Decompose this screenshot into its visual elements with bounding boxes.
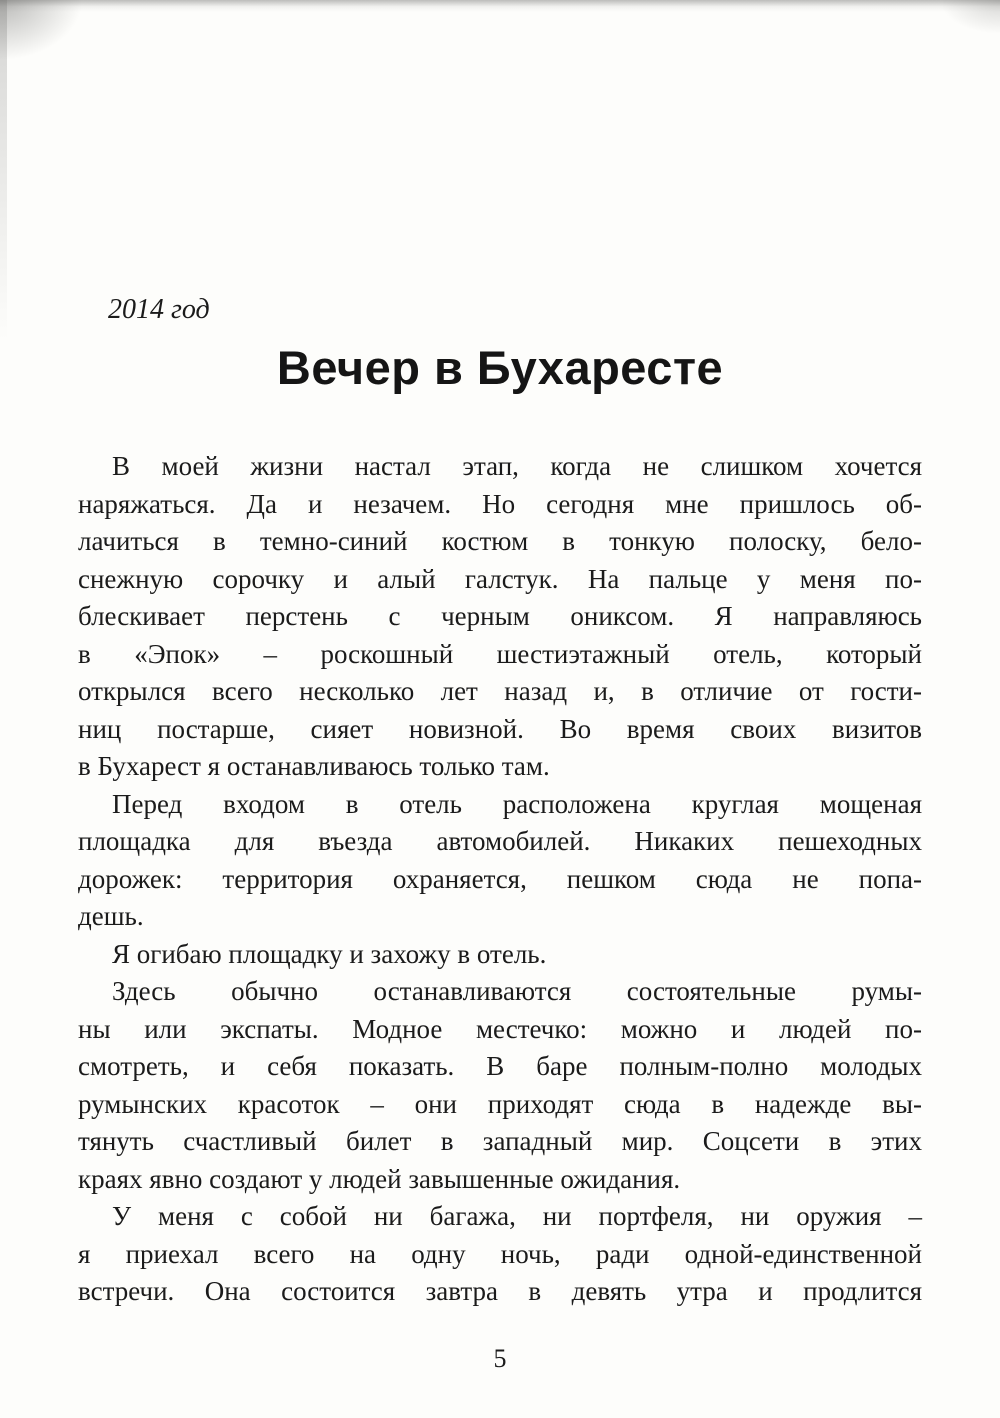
chapter-title: Вечер в Бухаресте: [276, 341, 724, 394]
text-line: снежную сорочку и алый галстук. На пальце у меня по-: [78, 563, 922, 594]
text-line: краях явно создают у людей завышенные ожидания.: [78, 1163, 681, 1194]
body-text: [78, 448, 922, 1311]
text-line: В моей жизни настал этап, когда не слишком хочется: [112, 451, 922, 481]
text-line: дешь.: [78, 901, 144, 931]
page-number: 5: [493, 1344, 507, 1373]
chapter-year: 2014 год: [108, 294, 210, 325]
scan-corner-top-left: [0, 0, 110, 80]
text-line: в «Эпок» – роскошный шестиэтажный отель, который: [78, 638, 922, 669]
scan-edge-left: [0, 0, 7, 340]
scan-corner-top-right: [920, 0, 1000, 45]
paragraph: [78, 1198, 922, 1311]
text-line: площадка для въезда автомобилей. Никаких пешеходных: [78, 826, 922, 856]
text-line: тянуть счастливый билет в западный мир. Соцсети в этих: [78, 1126, 922, 1156]
text-line: блескивает перстень с черным ониксом. Я направляюсь: [78, 601, 922, 631]
text-line: открылся всего несколько лет назад и, в отличие от гости-: [78, 676, 922, 706]
text-line: ны или экспаты. Модное местечко: можно и людей по-: [78, 1013, 922, 1044]
text-line: ниц постарше, сияет новизной. Во время своих визитов: [78, 713, 922, 744]
text-line: наряжаться. Да и незачем. Но сегодня мне пришлось об-: [78, 488, 922, 519]
text-line: я приехал всего на одну ночь, ради одной-единственной: [78, 1238, 922, 1269]
paragraph: [78, 936, 922, 974]
scan-edge-top: [0, 0, 1000, 12]
text-line: румынских красоток – они приходят сюда в надежде вы-: [78, 1088, 922, 1119]
text-line: в Бухарест я останавливаюсь только там.: [78, 751, 550, 781]
text-line: лачиться в темно-синий костюм в тонкую полоску, бело-: [78, 526, 922, 556]
paragraph: [78, 786, 922, 936]
text-line: смотреть, и себя показать. В баре полным-полно молодых: [78, 1051, 922, 1081]
text-line: У меня с собой ни багажа, ни портфеля, ни оружия –: [112, 1201, 922, 1231]
text-line: Перед входом в отель расположена круглая мощеная: [112, 788, 922, 819]
text-line: встречи. Она состоится завтра в девять утра и продлится: [78, 1276, 922, 1306]
text-line: дорожек: территория охраняется, пешком сюда не попа-: [78, 863, 922, 894]
text-line: Здесь обычно останавливаются состоятельные румы-: [112, 976, 922, 1006]
paragraph: [78, 448, 922, 786]
text-line: Я огибаю площадку и захожу в отель.: [112, 938, 547, 969]
paragraph: [78, 973, 922, 1198]
